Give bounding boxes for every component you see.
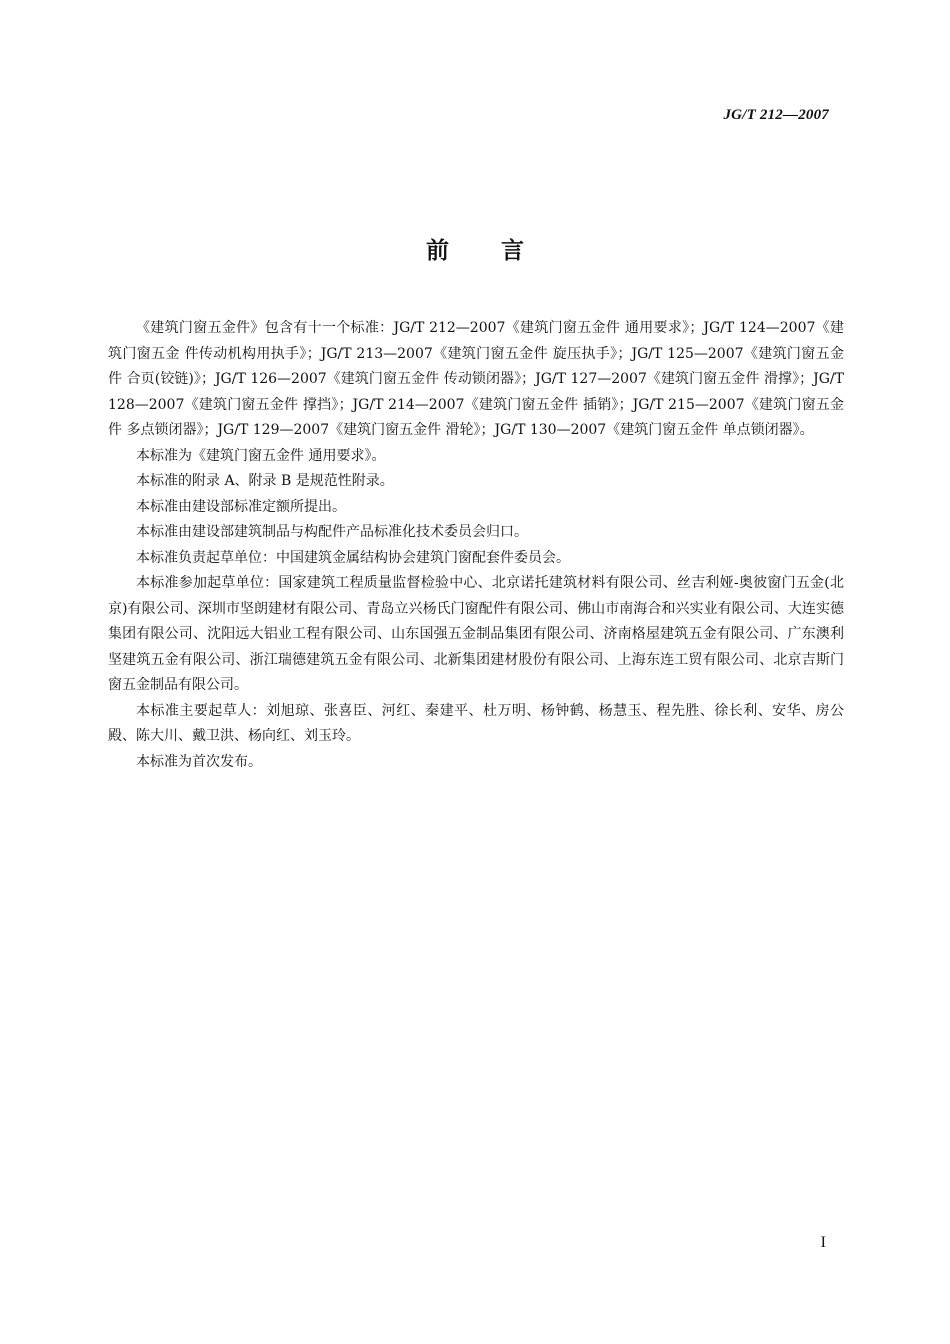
paragraph-proposed-by: 本标准由建设部标准定额所提出。	[136, 498, 346, 515]
paragraph-first-release: 本标准为首次发布。	[136, 753, 262, 770]
paragraph-lead-drafter: 本标准负责起草单位：中国建筑金属结构协会建筑门窗配套件委员会。	[136, 549, 570, 566]
page-number: I	[820, 1234, 826, 1251]
standard-code-header: JG/T 212—2007	[723, 107, 829, 123]
paragraph-main-drafters: 本标准主要起草人：刘旭琼、张喜臣、河红、秦建平、杜万明、杨钟鹤、杨慧玉、程先胜、徐长利、安华、房公殿、陈大川、戴卫洪、杨向红、刘玉玲。	[108, 702, 844, 744]
page-title: 前言	[426, 238, 576, 264]
paragraph-standards-list: 《建筑门窗五金件》包含有十一个标准：JG/T 212—2007《建筑门窗五金件 通用要求》；JG/T 124—2007《建筑门窗五金 件传动机构用执手》；JG/T 213—2007《建筑门窗五金件 旋压执手》；JG/T 125—2007《建筑门窗五金件 合页(铰链)》；JG/T 126—2007《建筑门窗五金件 传动锁闭器》；JG/T 127—2007《建筑门窗五金件 滑撑》；JG/T 128—2007《建筑门窗五金件 撑挡》；JG/T 214—2007《建筑门窗五金件 插销》；JG/T 215—2007《建筑门窗五金件 多点锁闭器》；JG/T 129—2007《建筑门窗五金件 滑轮》；JG/T 130—2007《建筑门窗五金件 单点锁闭器》。	[108, 320, 844, 438]
paragraph-participating-drafters: 本标准参加起草单位：国家建筑工程质量监督检验中心、北京诺托建筑材料有限公司、丝吉利娅-奥彼窗门五金(北京)有限公司、深圳市坚朗建材有限公司、青岛立兴杨氏门窗配件有限公司、佛山市南海合和兴实业有限公司、大连实德集团有限公司、沈阳远大铝业工程有限公司、山东国强五金制品集团有限公司、济南格屋建筑五金有限公司、广东澳利坚建筑五金有限公司、浙江瑞德建筑五金有限公司、北新集团建材股份有限公司、上海东连工贸有限公司、北京吉斯门窗五金制品有限公司。	[108, 575, 844, 693]
paragraph-appendix: 本标准的附录 A、附录 B 是规范性附录。	[136, 473, 394, 489]
paragraph-this-standard: 本标准为《建筑门窗五金件 通用要求》。	[136, 447, 386, 464]
paragraph-centralized-by: 本标准由建设部建筑制品与构配件产品标准化技术委员会归口。	[136, 524, 528, 540]
foreword-body	[108, 316, 844, 775]
